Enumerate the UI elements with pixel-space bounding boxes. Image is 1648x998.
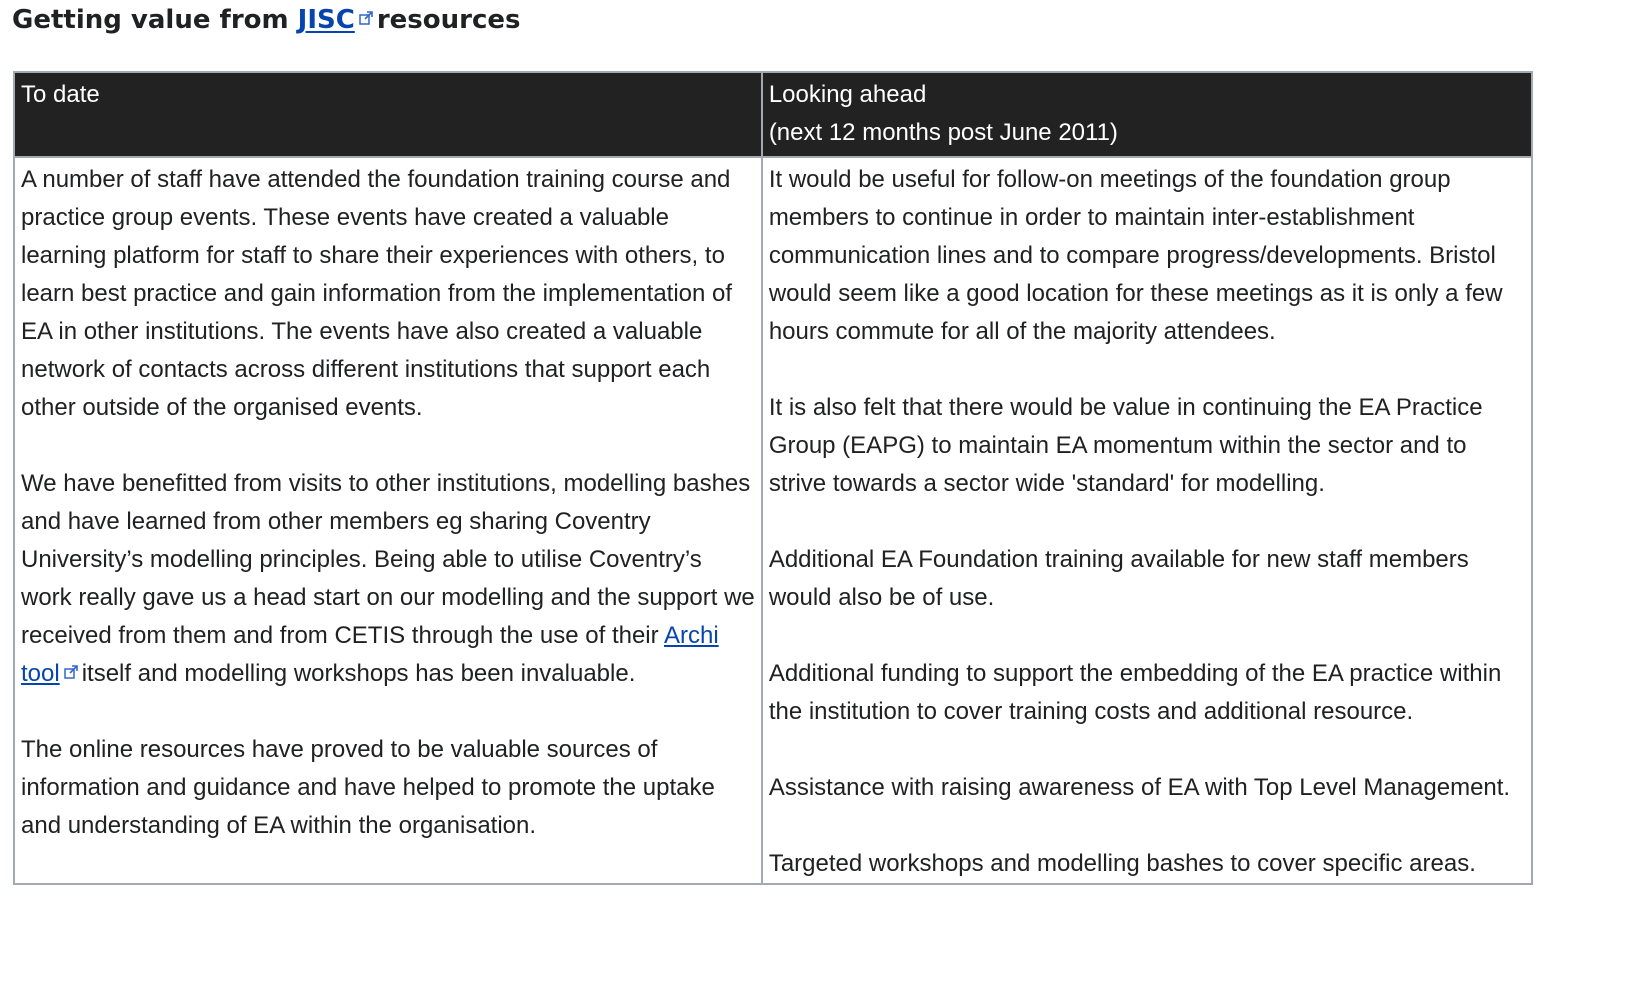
header-to-date: To date [14, 72, 762, 157]
jisc-link[interactable]: JISC [297, 5, 355, 35]
external-link-icon [359, 11, 373, 25]
looking-ahead-paragraph-6: Targeted workshops and modelling bashes to cover specific areas. [768, 850, 1476, 877]
looking-ahead-paragraph-5: Assistance with raising awareness of EA with Top Level Management. [768, 774, 1511, 801]
header-looking-ahead: Looking ahead (next 12 months post June 2011) [762, 72, 1532, 157]
to-date-paragraph-1: A number of staff have attended the foundation training course and practice group events. These events have created a valuable learning platform for staff to share their experiences with others, to learn best practice and gain information from the implementation of EA in other institutions. The events have also created a valuable network of contacts across different institutions that support each other outside of the organised events. [21, 166, 733, 421]
looking-ahead-paragraph-4: Additional funding to support the embedding of the EA practice within the institution to cover training costs and additional resource. [768, 660, 1502, 725]
external-link-icon [64, 665, 78, 679]
archi-tool-link[interactable]: Archi tool [21, 622, 719, 687]
table-row [14, 157, 1532, 884]
value-table [13, 71, 1533, 885]
to-date-cell [14, 157, 762, 884]
to-date-paragraph-2: We have benefitted from visits to other institutions, modelling bashes and have learned from other members eg sharing Coventry University’s modelling principles. Being able to utilise Coventry’s work really gave us a head start on our modelling and the support we received from them and from CETIS through the use of their Archi tool itself and modelling workshops has been invaluable. [21, 470, 755, 687]
title-suffix: resources [376, 5, 521, 35]
table-header-row [14, 72, 1532, 157]
looking-ahead-cell [762, 157, 1532, 884]
looking-ahead-paragraph-2: It is also felt that there would be value in continuing the EA Practice Group (EAPG) to maintain EA momentum within the sector and to strive towards a sector wide 'standard' for modelling. [768, 394, 1483, 497]
looking-ahead-paragraph-3: Additional EA Foundation training available for new staff members would also be of use. [768, 546, 1469, 611]
page-title [12, 0, 520, 40]
title-prefix: Getting value from [12, 5, 289, 35]
to-date-paragraph-3: The online resources have proved to be valuable sources of information and guidance and have helped to promote the uptake and understanding of EA within the organisation. [21, 736, 715, 839]
looking-ahead-paragraph-1: It would be useful for follow-on meetings of the foundation group members to continue in order to maintain inter-establishment communication lines and to compare progress/developments. Bristol would seem like a good location for these meetings as it is only a few hours commute for all of the majority attendees. [768, 166, 1503, 345]
